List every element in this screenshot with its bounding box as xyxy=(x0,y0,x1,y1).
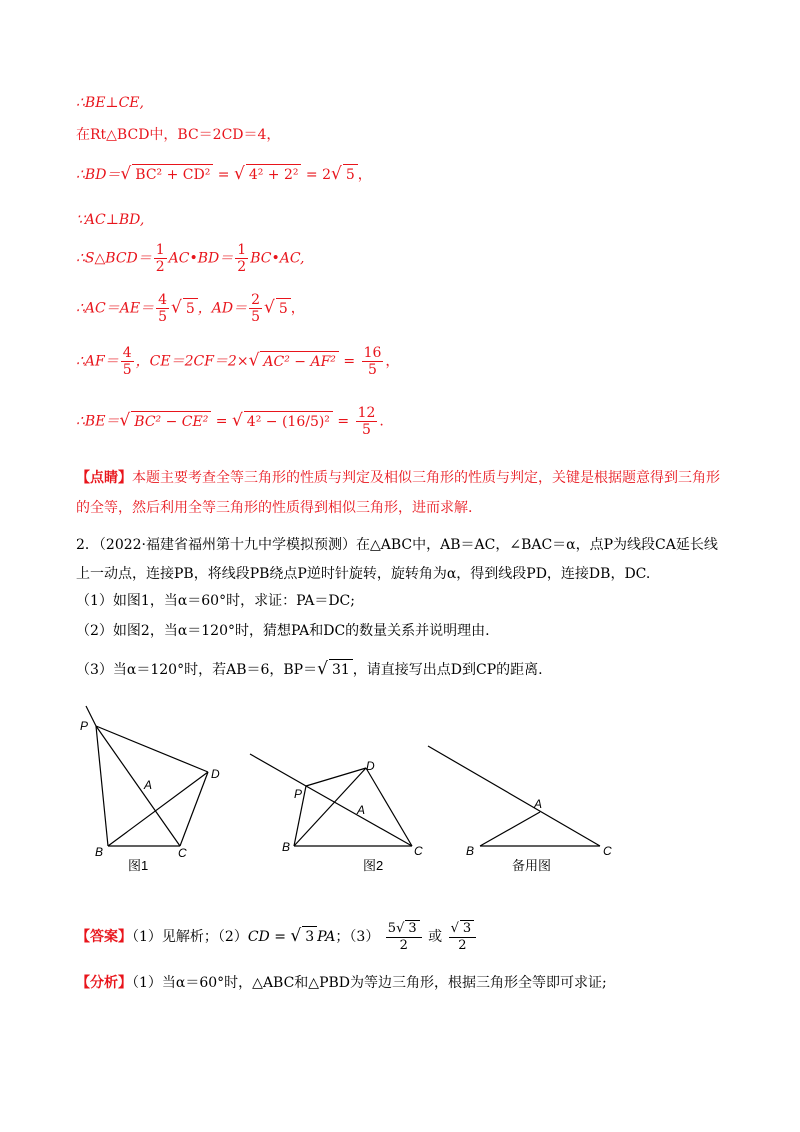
comment-paragraph: 【点睛】本题主要考查全等三角形的性质与判定及相似三角形的性质与判定，关键是根据题意得到三角形的全等，然后利用全等三角形的性质得到相似三角形，进而求解. xyxy=(76,470,720,516)
fig2-label-P: P xyxy=(294,787,303,801)
solution-line-4: ∵AC⊥BD, xyxy=(76,212,145,228)
fig1-label-D: D xyxy=(211,767,220,781)
solution-line-6: ∴AC＝AE＝ $\frac{4}{5}$ √ 5 ，AD＝ $\frac{2}{5}$ √ 5 ， xyxy=(76,292,305,325)
fig2-label-B: B xyxy=(282,840,291,854)
fig3-label-A: A xyxy=(534,797,543,811)
fig1-label-B: B xyxy=(95,845,104,859)
solution-line-1: ∴BE⊥CE, xyxy=(76,95,144,111)
answer-line: 【答案】（1）见解析；（2）CD = √ 3 PA；（3） $\frac{5√ 3}{2}$ 或 $\frac{√ 3}{2}$ xyxy=(76,920,478,954)
fig3-label-B: B xyxy=(466,844,475,858)
problem-q1: （1）如图1，当α＝60°时，求证：PA＝DC; xyxy=(76,593,355,609)
solution-line-8: ∴BE＝√ BC² − CE² = √ 4² − (16/5)² = $\frac{12}{5}$ . xyxy=(76,405,384,438)
solution-line-5: ∴S△BCD＝ $\frac{1}{2}$ AC•BD＝ $\frac{1}{2}$ BC•AC, xyxy=(76,242,305,275)
analysis-line: 【分析】（1）当α＝60°时，△ABC和△PBD为等边三角形，根据三角形全等即可求证; xyxy=(76,975,607,991)
fig2-caption: 图2 xyxy=(363,858,384,873)
fig2-label-A: A xyxy=(357,803,366,817)
fig1-label-P: P xyxy=(80,719,89,733)
problem-q2: （2）如图2，当α＝120°时，猜想PA和DC的数量关系并说明理由. xyxy=(76,623,490,639)
problem-q3: （3）当α＝120°时，若AB＝6，BP＝√ 31 ，请直接写出点D到CP的距离. xyxy=(76,659,543,679)
problem-intro: 2．（2022·福建省福州第十九中学模拟预测）在△ABC中，AB＝AC，∠BAC＝α，点P为线段CA延长线上一动点，连接PB，将线段PB绕点P逆时针旋转，旋转角为α，得到线段PD，连接DB，DC. xyxy=(76,537,718,582)
solution-line-2: 在Rt△BCD中，BC＝2CD＝4， xyxy=(76,127,281,143)
solution-line-3: ∴BD＝√ BC² + CD² = √ 4² + 2² = 2√ 5 ， xyxy=(76,164,372,184)
geometry-figures xyxy=(0,700,800,900)
fig3-caption: 备用图 xyxy=(512,858,552,873)
fig3-label-C: C xyxy=(603,844,612,858)
fig2-label-D: D xyxy=(366,759,375,773)
fig1-label-A: A xyxy=(144,778,153,792)
fig2-label-C: C xyxy=(414,844,423,858)
fig1-caption: 图1 xyxy=(128,858,149,873)
fig1-label-C: C xyxy=(178,846,187,860)
solution-line-7: ∴AF＝ $\frac{4}{5}$ ，CE＝2CF＝2×√ AC² − AF² = $\frac{16}{5}$ ， xyxy=(76,345,400,378)
